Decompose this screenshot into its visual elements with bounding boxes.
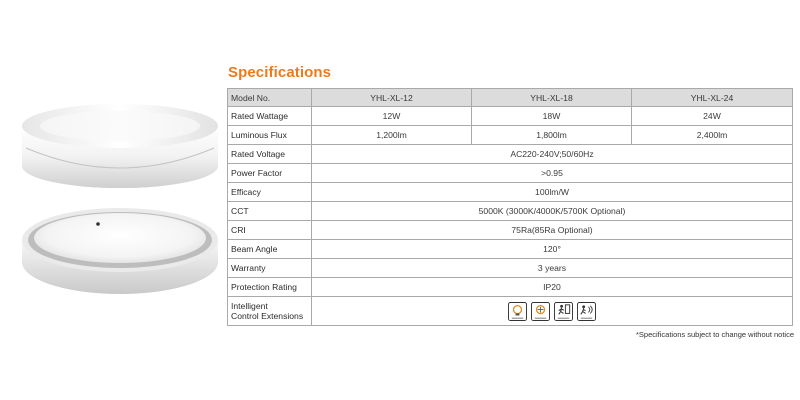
- ceiling-light-top-image: [20, 200, 220, 300]
- luminous-flux-label: Luminous Flux: [228, 126, 312, 145]
- rated-wattage-label: Rated Wattage: [228, 107, 312, 126]
- header-yhl-xl-24: YHL-XL-24: [632, 89, 793, 107]
- cri-value: 75Ra(85Ra Optional): [312, 221, 793, 240]
- table-row: [228, 240, 793, 259]
- rated-wattage-18: 18W: [472, 107, 632, 126]
- beam-angle-value: 120°: [312, 240, 793, 259]
- table-header-row: [228, 89, 793, 107]
- table-row: [228, 202, 793, 221]
- intelligent-control-label: [228, 297, 312, 326]
- efficacy-label: Efficacy: [228, 183, 312, 202]
- table-row: [228, 145, 793, 164]
- warranty-value: 3 years: [312, 259, 793, 278]
- ceiling-light-side-image: [20, 96, 220, 196]
- header-yhl-xl-18: YHL-XL-18: [472, 89, 632, 107]
- cri-label: CRI: [228, 221, 312, 240]
- efficacy-value: 100lm/W: [312, 183, 793, 202]
- table-row: [228, 107, 793, 126]
- beam-angle-label: Beam Angle: [228, 240, 312, 259]
- table-row: [228, 126, 793, 145]
- rated-voltage-value: AC220-240V;50/60Hz: [312, 145, 793, 164]
- warranty-label: Warranty: [228, 259, 312, 278]
- table-row: [228, 221, 793, 240]
- specifications-footnote: *Specifications subject to change without notice: [635, 330, 794, 339]
- power-factor-label: Power Factor: [228, 164, 312, 183]
- power-factor-value: >0.95: [312, 164, 793, 183]
- table-row: [228, 164, 793, 183]
- protection-rating-value: IP20: [312, 278, 793, 297]
- specifications-title: Specifications: [228, 64, 332, 81]
- table-row: [228, 183, 793, 202]
- dimming-icon: [508, 302, 527, 321]
- luminous-flux-18: 1,800lm: [472, 126, 632, 145]
- specifications-table: [227, 88, 793, 326]
- header-yhl-xl-12: YHL-XL-12: [312, 89, 472, 107]
- intelligent-control-icons: [312, 297, 793, 326]
- table-row: [228, 297, 793, 326]
- cct-label: CCT: [228, 202, 312, 221]
- motion-sensor-icon: [577, 302, 596, 321]
- rated-wattage-24: 24W: [632, 107, 793, 126]
- table-row: [228, 278, 793, 297]
- luminous-flux-24: 2,400lm: [632, 126, 793, 145]
- intelligent-control-label-line1: Intelligent: [231, 301, 268, 311]
- emergency-icon: [554, 302, 573, 321]
- cct-value: 5000K (3000K/4000K/5700K Optional): [312, 202, 793, 221]
- header-model-no: Model No.: [228, 89, 312, 107]
- rated-voltage-label: Rated Voltage: [228, 145, 312, 164]
- rated-wattage-12: 12W: [312, 107, 472, 126]
- protection-rating-label: Protection Rating: [228, 278, 312, 297]
- table-row: [228, 259, 793, 278]
- luminous-flux-12: 1,200lm: [312, 126, 472, 145]
- adjustable-icon: [531, 302, 550, 321]
- intelligent-control-label-line2: Control Extensions: [231, 311, 304, 321]
